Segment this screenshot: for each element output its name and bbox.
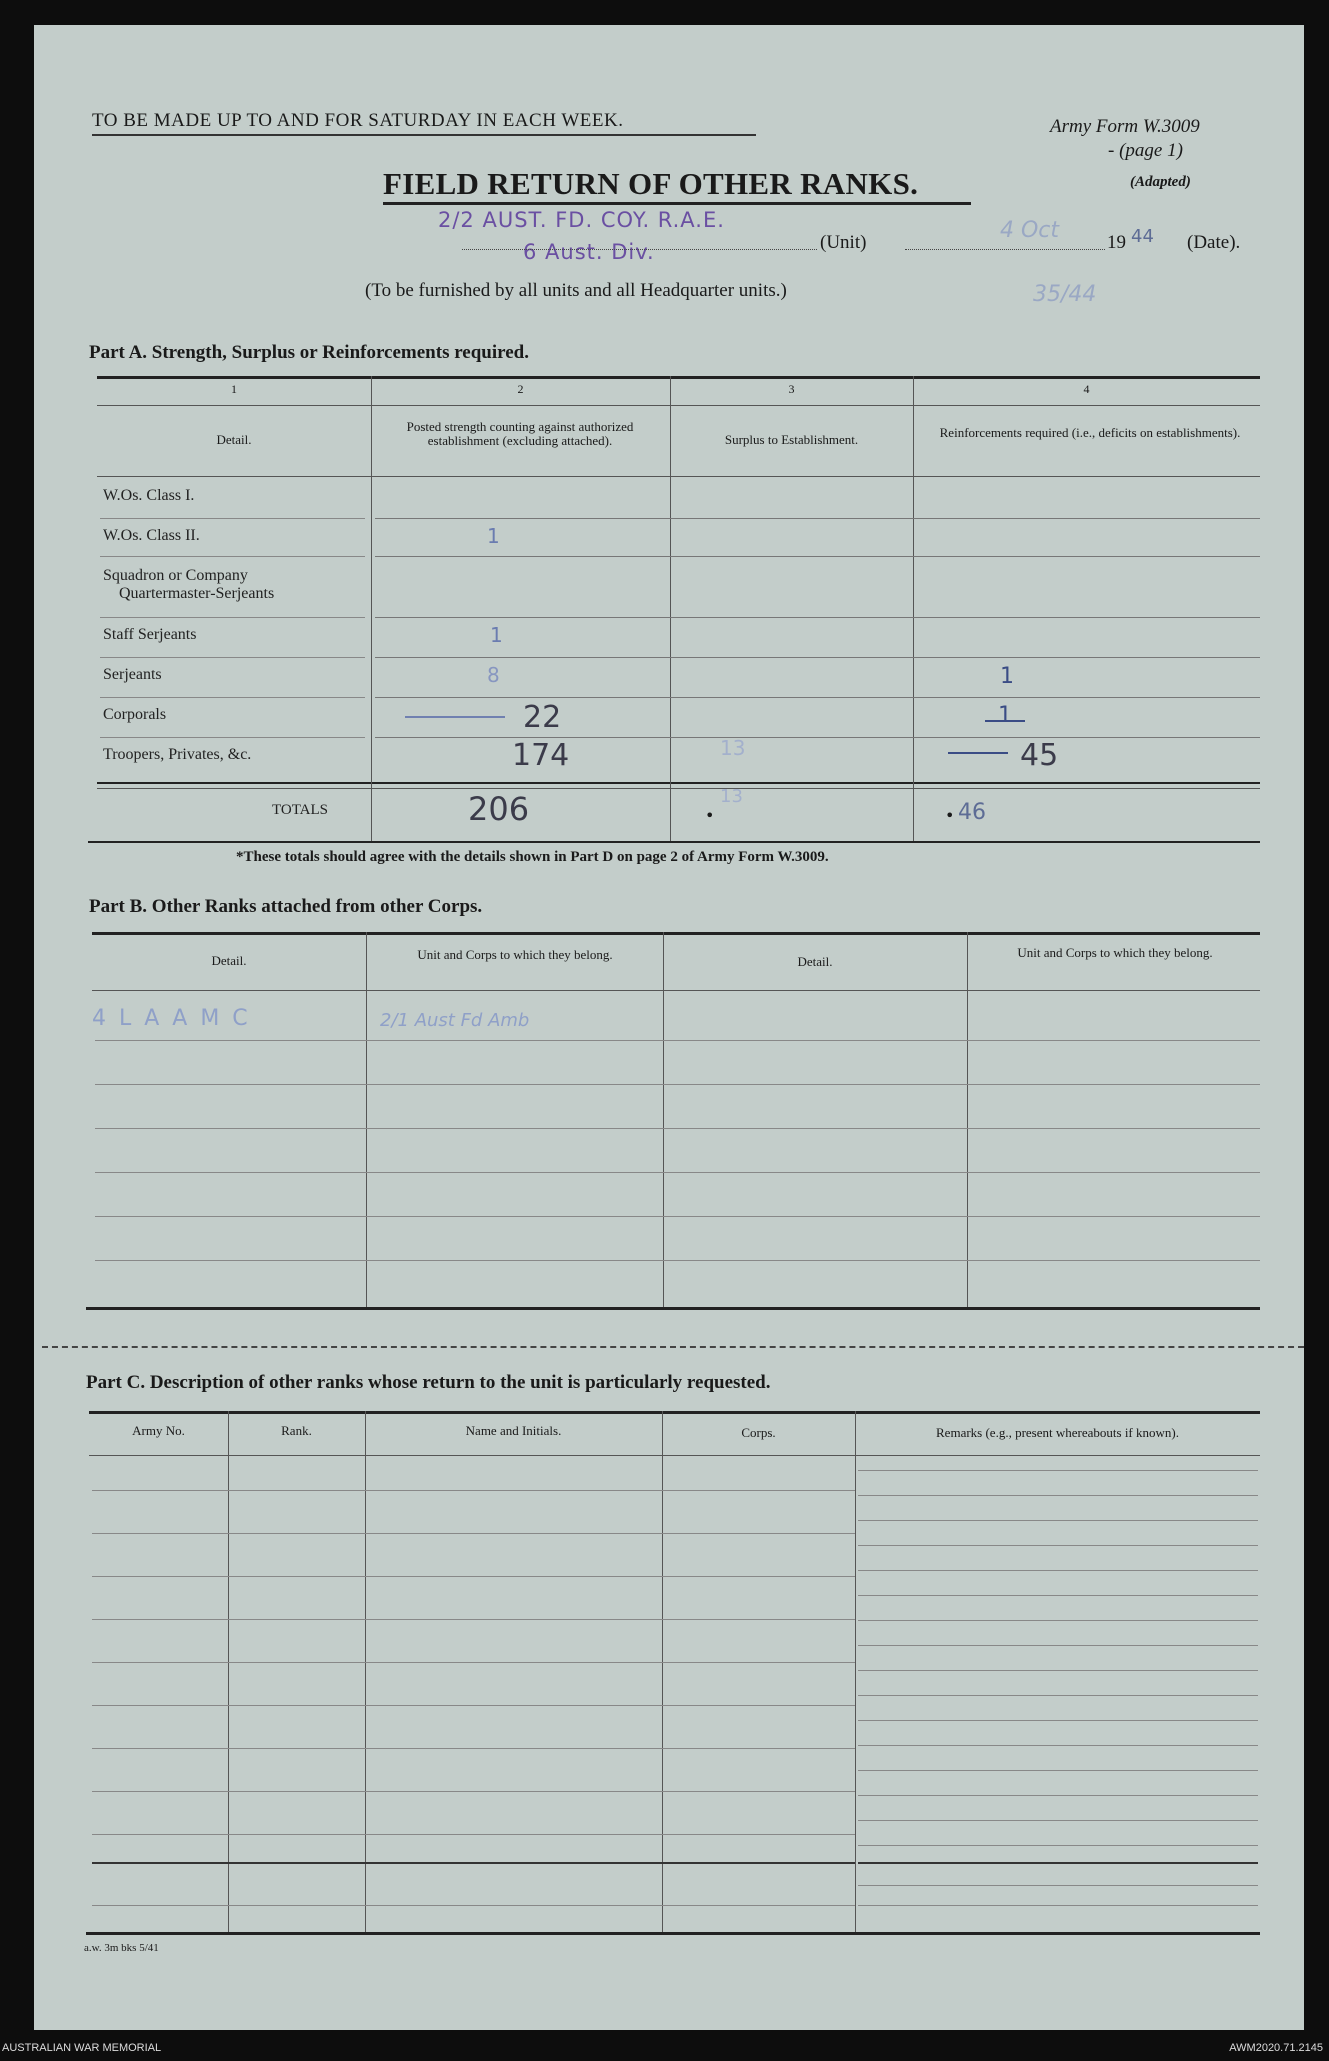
part-a-col-divider-1 — [371, 376, 372, 841]
posted-corporals: 22 — [523, 700, 562, 735]
part-b-row-rule — [95, 1172, 1260, 1173]
posted-sjts: 8 — [487, 663, 500, 687]
row-rule — [375, 697, 1260, 698]
part-b-header-detail-1: Detail. — [211, 953, 247, 968]
part-b-row-rule — [95, 1216, 1260, 1217]
archive-footer-right: AWM2020.71.2145 — [1229, 2042, 1323, 2054]
part-a-colno-2: 2 — [517, 382, 524, 396]
part-c-row-rule — [92, 1662, 855, 1663]
part-c-col-divider-4 — [855, 1411, 856, 1932]
totals-surplus: 13 — [720, 786, 743, 807]
remarks-rule — [858, 1520, 1258, 1521]
part-c-row-rule — [92, 1834, 855, 1835]
row-detail-cqms: Squadron or Company — [103, 567, 248, 584]
part-b-header-rule — [92, 990, 1260, 991]
part-a-heading: Part A. Strength, Surplus or Reinforcements required. — [89, 342, 529, 363]
part-c-row-rule — [92, 1791, 855, 1792]
row-detail-corporals: Corporals — [103, 706, 167, 723]
remarks-rule — [858, 1720, 1258, 1721]
detail-rule — [100, 617, 365, 618]
part-a-body-bottom-rule-1 — [97, 782, 1260, 784]
remarks-rule-double — [858, 1862, 1258, 1864]
part-b-col-divider-1 — [366, 932, 367, 1307]
row-rule — [375, 737, 1260, 738]
reinf-corporals-strike — [985, 720, 1025, 722]
posted-staff-sjts: 1 — [490, 623, 503, 647]
part-c-row-rule — [92, 1748, 855, 1749]
row-detail-wo2: W.Os. Class II. — [103, 527, 200, 544]
part-b-entry-unit: 2/1 Aust Fd Amb — [380, 1010, 530, 1031]
detail-rule — [100, 737, 365, 738]
remarks-rule — [858, 1695, 1258, 1696]
part-a-header-reinf: Reinforcements required (i.e., deficits on establishments). — [939, 425, 1241, 440]
year-prefix: 19 — [1107, 232, 1126, 253]
archive-footer-left: AUSTRALIAN WAR MEMORIAL — [2, 2042, 162, 2054]
part-c-header-rank: Rank. — [281, 1423, 312, 1438]
totals-label: TOTALS — [272, 802, 329, 818]
part-a-colno-1: 1 — [231, 382, 237, 396]
part-a-header-surplus: Surplus to Establishment. — [724, 432, 859, 447]
totals-posted: 206 — [468, 790, 530, 828]
part-c-header-army-no: Army No. — [132, 1423, 185, 1438]
remarks-rule — [858, 1770, 1258, 1771]
part-a-colno-4: 4 — [1083, 382, 1090, 396]
part-c-heading: Part C. Description of other ranks whose return to the unit is particularly requested. — [86, 1372, 771, 1393]
part-a-note: *These totals should agree with the details shown in Part D on page 2 of Army Form W.3009. — [236, 849, 829, 865]
unit-label: (Unit) — [820, 232, 867, 253]
reinf-privates-strike — [948, 752, 1008, 754]
date-handwritten-1: 4 Oct — [1000, 218, 1060, 243]
part-b-row-rule — [95, 1084, 1260, 1085]
part-c-header-name: Name and Initials. — [465, 1423, 562, 1438]
part-b-col-divider-3 — [967, 932, 968, 1307]
row-rule — [375, 518, 1260, 519]
totals-surplus-asterisk: • — [705, 806, 715, 825]
adapted-label: (Adapted) — [1130, 174, 1191, 190]
detail-rule — [100, 697, 365, 698]
part-b-top-rule — [92, 932, 1260, 935]
part-a-col-divider-3 — [913, 376, 914, 841]
part-b-bottom-rule — [86, 1307, 1260, 1310]
reinf-corporals: 1 — [998, 703, 1012, 728]
page-number: - (page 1) — [1108, 140, 1183, 161]
part-c-row-rule — [92, 1619, 855, 1620]
part-b-row-rule — [95, 1040, 1260, 1041]
part-c-header-remarks: Remarks (e.g., present whereabouts if known). — [936, 1425, 1179, 1440]
part-b-entry-detail: 4 L A A M C — [92, 1006, 251, 1031]
row-detail-wo1: W.Os. Class I. — [103, 487, 195, 504]
date-label: (Date). — [1187, 232, 1241, 253]
reinf-privates: 45 — [1020, 738, 1059, 773]
part-b-row-rule — [95, 1260, 1260, 1261]
row-rule — [375, 556, 1260, 557]
part-a-header-posted: Posted strength counting against authorized establishment (excluding attached). — [406, 419, 634, 448]
row-detail-privates: Troopers, Privates, &c. — [103, 746, 252, 763]
unit-stamp-line2: 6 Aust. Div. — [523, 240, 655, 264]
row-detail-cqms-2: Quartermaster-Serjeants — [119, 585, 275, 602]
part-a-bottom-rule — [88, 841, 1260, 843]
part-c-header-corps: Corps. — [741, 1425, 776, 1440]
row-detail-staff-sjts: Staff Serjeants — [103, 626, 197, 643]
part-c-bottom-rule — [86, 1932, 1260, 1935]
part-b-header-unit-1: Unit and Corps to which they belong. — [417, 947, 613, 962]
form-number: Army Form W.3009 — [1050, 116, 1200, 137]
part-a-header-rule — [97, 476, 1260, 477]
remarks-rule — [858, 1795, 1258, 1796]
reinf-sjts: 1 — [1000, 664, 1014, 689]
part-a-top-rule — [97, 376, 1260, 379]
posted-wo2: 1 — [487, 524, 500, 548]
part-c-row-rule — [92, 1576, 855, 1577]
detail-rule — [100, 556, 365, 557]
remarks-rule — [858, 1845, 1258, 1846]
perforation-line — [42, 1346, 1304, 1348]
remarks-rule — [858, 1670, 1258, 1671]
year-handwritten: 44 — [1131, 226, 1154, 247]
part-c-row-rule-double — [92, 1862, 855, 1864]
remarks-rule — [858, 1495, 1258, 1496]
part-b-heading: Part B. Other Ranks attached from other Corps. — [89, 896, 483, 917]
remarks-rule — [858, 1595, 1258, 1596]
remarks-rule — [858, 1820, 1258, 1821]
part-b-header-unit-2: Unit and Corps to which they belong. — [1017, 945, 1213, 960]
detail-rule — [100, 518, 365, 519]
detail-rule — [100, 657, 365, 658]
unit-stamp-line1: 2/2 AUST. FD. COY. R.A.E. — [438, 208, 725, 232]
part-c-row-rule — [92, 1905, 855, 1906]
part-a-colno-rule — [97, 405, 1260, 406]
instruction-line: TO BE MADE UP TO AND FOR SATURDAY IN EACH WEEK. — [92, 110, 624, 131]
title-underline — [383, 202, 971, 205]
part-c-top-rule — [89, 1411, 1260, 1414]
date-dotted-line — [905, 249, 1105, 250]
part-b-col-divider-2 — [663, 932, 664, 1307]
part-a-body-bottom-rule-2 — [97, 788, 1260, 789]
remarks-rule — [858, 1645, 1258, 1646]
totals-reinf: 46 — [958, 800, 986, 825]
unit-dotted-line — [462, 249, 817, 250]
part-a-colno-3: 3 — [788, 382, 795, 396]
part-c-row-rule — [92, 1490, 855, 1491]
form-title: FIELD RETURN OF OTHER RANKS. — [383, 166, 919, 201]
remarks-rule — [858, 1545, 1258, 1546]
row-rule — [375, 617, 1260, 618]
remarks-rule — [858, 1885, 1258, 1886]
remarks-rule — [858, 1905, 1258, 1906]
date-handwritten-2: 35/44 — [1033, 282, 1097, 307]
row-detail-sjts: Serjeants — [103, 666, 162, 683]
totals-reinf-asterisk: • — [945, 806, 955, 825]
subtitle: (To be furnished by all units and all Headquarter units.) — [365, 280, 787, 301]
print-code: a.w. 3m bks 5/41 — [84, 1942, 159, 1954]
posted-privates: 174 — [512, 738, 570, 773]
corporals-strikeout — [405, 716, 505, 718]
surplus-privates: 13 — [720, 736, 746, 760]
part-c-header-rule — [89, 1455, 1260, 1456]
remarks-rule — [858, 1470, 1258, 1471]
remarks-rule — [858, 1570, 1258, 1571]
part-a-header-detail: Detail. — [216, 432, 252, 447]
remarks-rule — [858, 1620, 1258, 1621]
part-b-row-rule — [95, 1128, 1260, 1129]
part-c-row-rule — [92, 1533, 855, 1534]
part-c-row-rule — [92, 1705, 855, 1706]
part-b-header-detail-2: Detail. — [797, 954, 833, 969]
row-rule — [375, 657, 1260, 658]
instruction-underline — [92, 134, 756, 136]
remarks-rule — [858, 1745, 1258, 1746]
